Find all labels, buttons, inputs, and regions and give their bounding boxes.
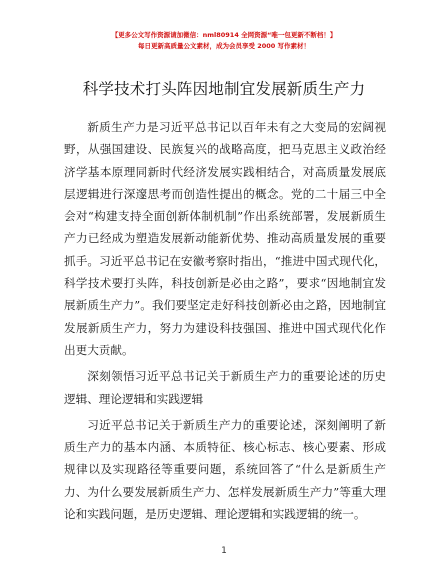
document-body (64, 116, 386, 525)
promo-banner-line-1: 【更多公文写作资源请加微信：nml80914 全网资源“唯一包更新不断档！】 (111, 31, 337, 39)
paragraph-intro: 新质生产力是习近平总书记以百年未有之大变局的宏阔视野，从强国建设、民族复兴的战略高度，把马克思主义政治经济学基本原理同新时代经济发展实践相结合，对高质量发展底层逻辑进行深邃思考而创造性提出的概念。党的二十届三中全会对“构建支持全面创新体制机制”作出系统部署，发展新质生产力已经成为塑造发展新动能新优势、推动高质量发展的重要抓手。习近平总书记在安徽考察时指出，“推进中国式现代化，科学技术要打头阵，科技创新是必由之路”，要求“因地制宜发展新质生产力”。我们要坚定走好科技创新必由之路，因地制宜发展新质生产力，努力为建设科技强国、推进中国式现代化作出更大贡献。 (64, 120, 386, 357)
paragraph-section-1: 习近平总书记关于新质生产力的重要论述，深刻阐明了新质生产力的基本内涵、本质特征、核心标志、核心要素、形成规律以及实现路径等重要问题，系统回答了“什么是新质生产力、为什么要发展新质生产力、怎样发展新质生产力”等重大理论和实践问题，是历史逻辑、理论逻辑和实践逻辑的统一。 (64, 417, 386, 522)
promo-banner (0, 30, 448, 52)
document-title: 科学技术打头阵因地制宜发展新质生产力 (82, 80, 366, 98)
section-subheading: 深刻领悟习近平总书记关于新质生产力的重要论述的历史逻辑、理论逻辑和实践逻辑 (64, 369, 386, 406)
page-number: 1 (221, 546, 227, 556)
promo-banner-line-2: 每日更新高质量公文素材，成为会员享受 2000 写作素材！ (137, 42, 311, 50)
